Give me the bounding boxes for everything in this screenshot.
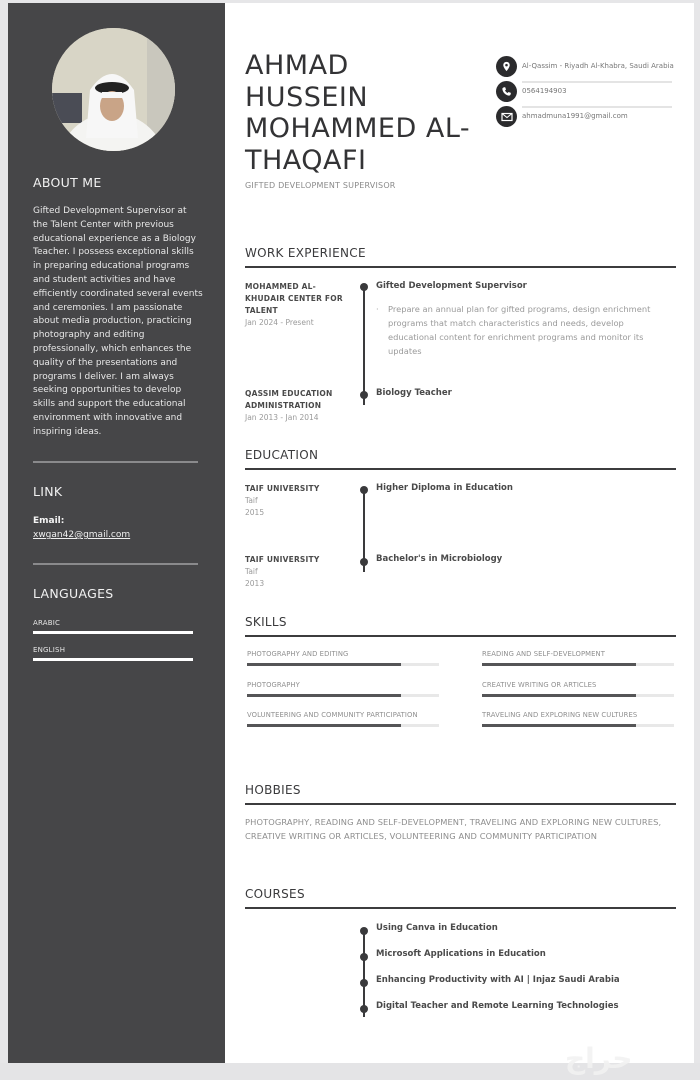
skills-heading: SKILLS (245, 615, 287, 629)
email-label: Email: (33, 516, 65, 526)
responsibility-bullet (376, 302, 671, 358)
skill-name: VOLUNTEERING AND COMMUNITY PARTICIPATION (247, 711, 418, 719)
course-item: Using Canva in Education (376, 923, 498, 933)
skill-level-fill (247, 663, 401, 666)
skill-item (247, 711, 439, 727)
skill-name: READING AND SELF-DEVELOPMENT (482, 650, 605, 658)
city: Taif (245, 496, 258, 505)
email-link[interactable]: xwgan42@gmail.com (33, 530, 131, 540)
name-line: MOHAMMED AL- (245, 113, 471, 144)
education-item-meta (245, 483, 350, 519)
language-level-bar (33, 631, 193, 634)
phone-icon (496, 81, 517, 102)
education-heading: EDUCATION (245, 448, 319, 462)
skill-item (482, 650, 674, 666)
bullet-text: Prepare an annual plan for gifted programs, design enrichment programs that match characteristics and needs, develop educational content for enrichment programs and monitor its updates (388, 304, 651, 356)
skill-name: PHOTOGRAPHY AND EDITING (247, 650, 349, 658)
year: 2013 (245, 579, 265, 588)
section-rule (245, 266, 676, 268)
organization: QASSIM EDUCATION ADMINISTRATION (245, 389, 333, 410)
watermark-logo: حراج (565, 1042, 633, 1075)
email-text[interactable]: ahmadmuna1991@gmail.com (522, 112, 628, 120)
timeline-dot (360, 283, 368, 291)
skill-bar (247, 724, 439, 727)
hobbies-heading: HOBBIES (245, 783, 301, 797)
school: TAIF UNIVERSITY (245, 484, 320, 493)
language-level-fill (33, 631, 193, 634)
date-range: Jan 2013 - Jan 2014 (245, 413, 319, 422)
timeline-line (363, 288, 365, 405)
skill-bar (482, 724, 674, 727)
work-item-meta (245, 281, 350, 329)
job-title: GIFTED DEVELOPMENT SUPERVISOR (245, 181, 396, 190)
link-heading: LINK (33, 484, 63, 499)
contact-phone (496, 81, 676, 103)
language-name: ENGLISH (33, 646, 66, 654)
skill-bar (482, 663, 674, 666)
sidebar (8, 3, 225, 1063)
skill-level-fill (482, 724, 636, 727)
skill-item (482, 711, 674, 727)
section-rule (245, 468, 676, 470)
skill-level-fill (247, 694, 401, 697)
languages-heading: LANGUAGES (33, 586, 114, 601)
divider (33, 461, 198, 463)
divider (33, 563, 198, 565)
position-title: Gifted Development Supervisor (376, 281, 527, 291)
degree: Higher Diploma in Education (376, 483, 513, 493)
date-range: Jan 2024 - Present (245, 318, 314, 327)
section-rule (245, 635, 676, 637)
course-item: Microsoft Applications in Education (376, 949, 546, 959)
address-text: Al-Qassim - Riyadh Al-Khabra, Saudi Arabia (522, 62, 674, 70)
section-rule (245, 803, 676, 805)
skill-item (482, 681, 674, 697)
work-experience-heading: WORK EXPERIENCE (245, 246, 366, 260)
skill-name: CREATIVE WRITING OR ARTICLES (482, 681, 597, 689)
name-line: THAQAFI (245, 144, 367, 176)
organization: MOHAMMED AL-KHUDAIR CENTER FOR TALENT (245, 282, 343, 315)
skill-bar (247, 694, 439, 697)
education-item-meta (245, 554, 350, 590)
skill-item (247, 650, 439, 666)
school: TAIF UNIVERSITY (245, 555, 320, 564)
timeline-dot (360, 1005, 368, 1013)
timeline-dot (360, 979, 368, 987)
position-title: Biology Teacher (376, 388, 452, 398)
timeline-dot (360, 558, 368, 566)
timeline-dot (360, 391, 368, 399)
skill-bar (482, 694, 674, 697)
full-name (245, 50, 485, 176)
contact-email (496, 106, 676, 128)
skill-item (247, 681, 439, 697)
skill-level-fill (247, 724, 401, 727)
section-rule (245, 907, 676, 909)
language-level-fill (33, 658, 193, 661)
skill-bar (247, 663, 439, 666)
about-heading: ABOUT ME (33, 175, 102, 190)
skill-level-fill (482, 694, 636, 697)
hobbies-text: PHOTOGRAPHY, READING AND SELF-DEVELOPMENT, TRAVELING AND EXPLORING NEW CULTURES, CREATIVE WRITING OR ARTICLES, VOLUNTEERING AND COMMUNITY PARTICIPATION (245, 817, 662, 841)
timeline-dot (360, 486, 368, 494)
courses-heading: COURSES (245, 887, 305, 901)
course-item: Digital Teacher and Remote Learning Technologies (376, 1001, 619, 1011)
timeline-dot (360, 953, 368, 961)
location-pin-icon (496, 56, 517, 77)
name-line: AHMAD (245, 50, 349, 81)
degree: Bachelor's in Microbiology (376, 554, 503, 564)
year: 2015 (245, 508, 265, 517)
course-item: Enhancing Productivity with AI | Injaz Saudi Arabia (376, 975, 620, 985)
city: Taif (245, 567, 258, 576)
language-level-bar (33, 658, 193, 661)
name-line: HUSSEIN (245, 81, 369, 113)
language-name: ARABIC (33, 619, 61, 627)
bullet-dot: · (376, 304, 379, 314)
timeline-line (363, 929, 365, 1017)
contact-address (496, 56, 676, 78)
profile-photo (52, 28, 175, 151)
phone-text: 0564194903 (522, 87, 567, 95)
skill-level-fill (482, 663, 636, 666)
timeline-dot (360, 927, 368, 935)
skill-name: PHOTOGRAPHY (247, 681, 300, 689)
about-text: Gifted Development Supervisor at the Talent Center with previous educational experience as a Biology Teacher. I possess exceptional skills in preparing educational programs and student activities and have efficiently coordinated several events and ceremonies. I am passionate about media production, practicing photography and editing professionally, which enhances the quality of the presentations and programs I deliver. I am always seeking opportunities to develop skills and support the educational environment with innovative and inspiring ideas. (33, 206, 203, 437)
work-item-meta (245, 388, 350, 424)
envelope-icon (496, 106, 517, 127)
skill-name: TRAVELING AND EXPLORING NEW CULTURES (482, 711, 638, 719)
